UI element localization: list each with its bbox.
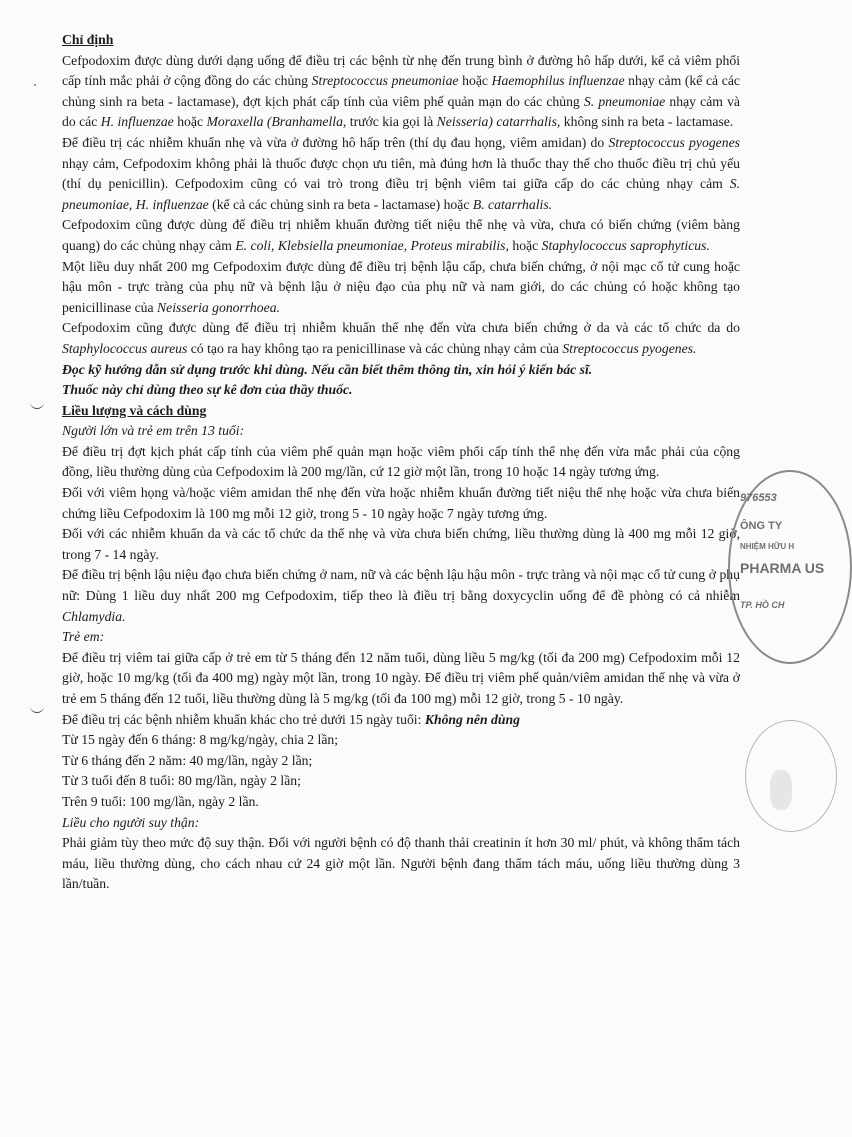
stamp-text: 976553 [740, 492, 777, 504]
paragraph [62, 215, 740, 256]
renal-dosage-heading: Liều cho người suy thận: [62, 814, 200, 830]
stamp-text: ÔNG TY [740, 520, 783, 532]
text-run: Để điều trị các bệnh nhiễm khuẩn khác cho trẻ dưới 15 ngày tuổi: [62, 711, 425, 727]
stamp-text: TP. HỒ CH [740, 600, 785, 610]
text-run: Cefpodoxim được dùng dưới dạng uống để điều trị các bệnh từ nhẹ đến trung bình ở đường hô hấp dưới, kể cả viêm phổi cấp tính mắc phải ở cộng đồng do các chủng [62, 52, 740, 89]
italic-term: H. influenzae [100, 114, 174, 130]
italic-term: Moraxella (Branhamella, [206, 114, 347, 130]
child-dose-line: Từ 6 tháng đến 2 năm: 40 mg/lần, ngày 2 lần; [62, 752, 313, 768]
paragraph [62, 133, 740, 215]
text-run: nhạy cảm (kể cả các chủng sinh ra beta - lactamase), đợt kịch phát cấp tính của viêm phế quản mạn do các chủng [62, 73, 741, 109]
faint-seal [745, 720, 837, 832]
italic-term: S. pneumoniae, H. influenzae [62, 176, 740, 212]
italic-term: Staphylococcus saprophyticus. [541, 237, 710, 253]
italic-term: Neisseria gonorrhoea. [157, 299, 280, 315]
text-run: trước kia gọi là [346, 114, 437, 130]
margin-mark [30, 396, 44, 409]
text-run: Đối với các nhiễm khuẩn da và các tổ chức da thể nhẹ và vừa chưa biến chứng, liều thường dùng là 400 mg mỗi 12 giờ, trong 7 - 14 ngày. [62, 526, 740, 562]
indications-heading: Chỉ định [62, 32, 114, 47]
indications-paragraphs [62, 51, 740, 360]
paragraph [62, 524, 740, 565]
italic-term: Haemophilus influenzae [491, 73, 625, 89]
text-run: Để điều trị bệnh lậu niệu đạo chưa biến chứng ở nam, nữ và các bệnh lậu hậu môn - trực tràng và nội mạc cổ tử cung ở phụ nữ: Dùng 1 liều duy nhất 200 mg Cefpodoxim, tiếp theo là điều trị bằng doxycyclin uống để đề phòng có cả nhiễm [62, 567, 740, 604]
paragraph [62, 442, 740, 483]
child-dose-line: Từ 3 tuổi đến 8 tuổi: 80 mg/lần, ngày 2 lần; [62, 773, 301, 789]
scan-smudge [770, 770, 792, 810]
text-run: Một liều duy nhất 200 mg Cefpodoxim được dùng để điều trị bệnh lậu cấp, chưa biến chứng, ở nội mạc cổ tử cung hoặc hậu môn - trực tràng của phụ nữ và bệnh lậu ở niệu đạo của phụ nữ và nam giới, do các chủng có hoặc không tạo penicillinase của [62, 258, 740, 315]
italic-term: Neisseria) catarrhalis, [436, 114, 561, 130]
child-dosage-paragraphs [62, 648, 740, 730]
text-run: Cefpodoxim cũng được dùng để điều trị nhiễm khuẩn đường tiết niệu thể nhẹ và vừa, chưa có biến chứng (viêm bàng quang) do các chủng nhạy cảm [62, 217, 740, 253]
paragraph [62, 710, 740, 731]
paragraph [62, 648, 740, 710]
paragraph [62, 318, 740, 359]
child-dose-line: Trên 9 tuổi: 100 mg/lần, ngày 2 lần. [62, 793, 259, 809]
margin-mark [30, 700, 44, 713]
dosage-heading: Liều lượng và cách dùng [62, 402, 207, 418]
italic-term: Streptococcus pneumoniae [311, 73, 459, 89]
italic-term: Staphylococcus aureus [62, 340, 188, 356]
paragraph [62, 51, 740, 133]
text-run: hoặc [173, 114, 207, 130]
paragraph [62, 565, 740, 627]
stamp-text: PHARMA US [740, 560, 825, 576]
prescription-notice: Thuốc này chỉ dùng theo sự kê đơn của thầy thuốc. [62, 382, 353, 398]
text-run: có tạo ra hay không tạo ra penicillinase và các chủng nhạy cảm của [187, 340, 563, 356]
text-run: Đối với viêm họng và/hoặc viêm amidan thể nhẹ đến vừa hoặc nhiễm khuẩn đường tiết niệu thể nhẹ hoặc vừa chưa biến chứng liều Cefpodoxim là 100 mg mỗi 12 giờ, trong 5 - 10 ngày hoặc 7 ngày tương ứng. [62, 485, 740, 521]
paragraph [62, 483, 740, 524]
text-run: không sinh ra beta - lactamase. [560, 114, 734, 130]
text-run: Để điều trị đợt kịch phát cấp tính của viêm phế quản mạn hoặc viêm phổi cấp tính thể nhẹ đến vừa mắc phải của cộng đồng, liều thường dùng của Cefpodoxim là 200 mg/lần, cứ 12 giờ một lần, trong 10 hoặc 14 ngày tương ứng. [62, 443, 740, 480]
read-instructions-notice: Đọc kỹ hướng dẫn sử dụng trước khi dùng. Nếu cần biết thêm thông tin, xin hỏi ý kiến bác sĩ. [62, 361, 593, 377]
text-run: hoặc [508, 237, 542, 253]
adult-dosage-paragraphs [62, 442, 740, 627]
italic-term: Chlamydia. [62, 608, 126, 624]
paragraph [62, 257, 740, 319]
company-stamp [728, 470, 852, 664]
bold-italic-term: Không nên dùng [424, 711, 520, 727]
child-dosage-heading: Trẻ em: [62, 629, 105, 645]
child-dose-line: Từ 15 ngày đến 6 tháng: 8 mg/kg/ngày, chia 2 lần; [62, 732, 339, 748]
italic-term: E. coli, Klebsiella pneumoniae, Proteus mirabilis, [235, 237, 509, 253]
text-run: hoặc [458, 73, 492, 89]
document-body [62, 30, 740, 895]
margin-dot [34, 84, 36, 86]
adult-dosage-heading: Người lớn và trẻ em trên 13 tuổi: [62, 423, 245, 439]
italic-term: Streptococcus pyogenes [608, 134, 740, 150]
text-run: Cefpodoxim cũng được dùng để điều trị nhiễm khuẩn thể nhẹ đến vừa chưa biến chứng ở da và các tổ chức da do [62, 320, 740, 336]
renal-dosage-paragraph: Phải giảm tùy theo mức độ suy thận. Đối với người bệnh có độ thanh thải creatinin ít hơn 30 ml/ phút, và không thẩm tách máu, liều thường dùng, cho cách nhau cứ 24 giờ một lần. Người bệnh đang thẩm tách máu, uống liều thường dùng 3 lần/tuần. [62, 835, 740, 892]
italic-term: S. pneumoniae [583, 93, 666, 109]
text-run: nhạy cảm và do các [62, 93, 740, 130]
text-run: Để điều trị viêm tai giữa cấp ở trẻ em từ 5 tháng đến 12 năm tuổi, dùng liều 5 mg/kg (tối đa 200 mg) Cefpodoxim mỗi 12 giờ, hoặc 10 mg/kg (tối đa 400 mg) ngày một lần, trong 10 ngày. Để điều trị viêm phế quản/viêm amidan thể nhẹ và vừa ở trẻ em 5 tháng đến 12 tuổi, liều thường dùng là 5 mg/kg (tối đa 100 mg) mỗi 12 giờ, trong 5 - 10 ngày. [62, 649, 740, 706]
italic-term: Streptococcus pyogenes. [562, 340, 697, 356]
stamp-text: NHIỆM HỮU H [740, 542, 795, 551]
text-run: nhạy cảm, Cefpodoxim không phải là thuốc được chọn ưu tiên, mà đúng hơn là thuốc thay thế cho thuốc điều trị chủ yếu (thí dụ penicillin). Cefpodoxim cũng có vai trò trong điều trị bệnh viêm tai giữa cấp do các chủng nhạy cảm [62, 155, 740, 192]
text-run: (kể cả các chủng sinh ra beta - lactamase) hoặc [208, 196, 473, 212]
text-run: Để điều trị các nhiễm khuẩn nhẹ và vừa ở đường hô hấp trên (thí dụ đau họng, viêm amidan) do [62, 134, 609, 150]
italic-term: B. catarrhalis. [472, 196, 553, 212]
